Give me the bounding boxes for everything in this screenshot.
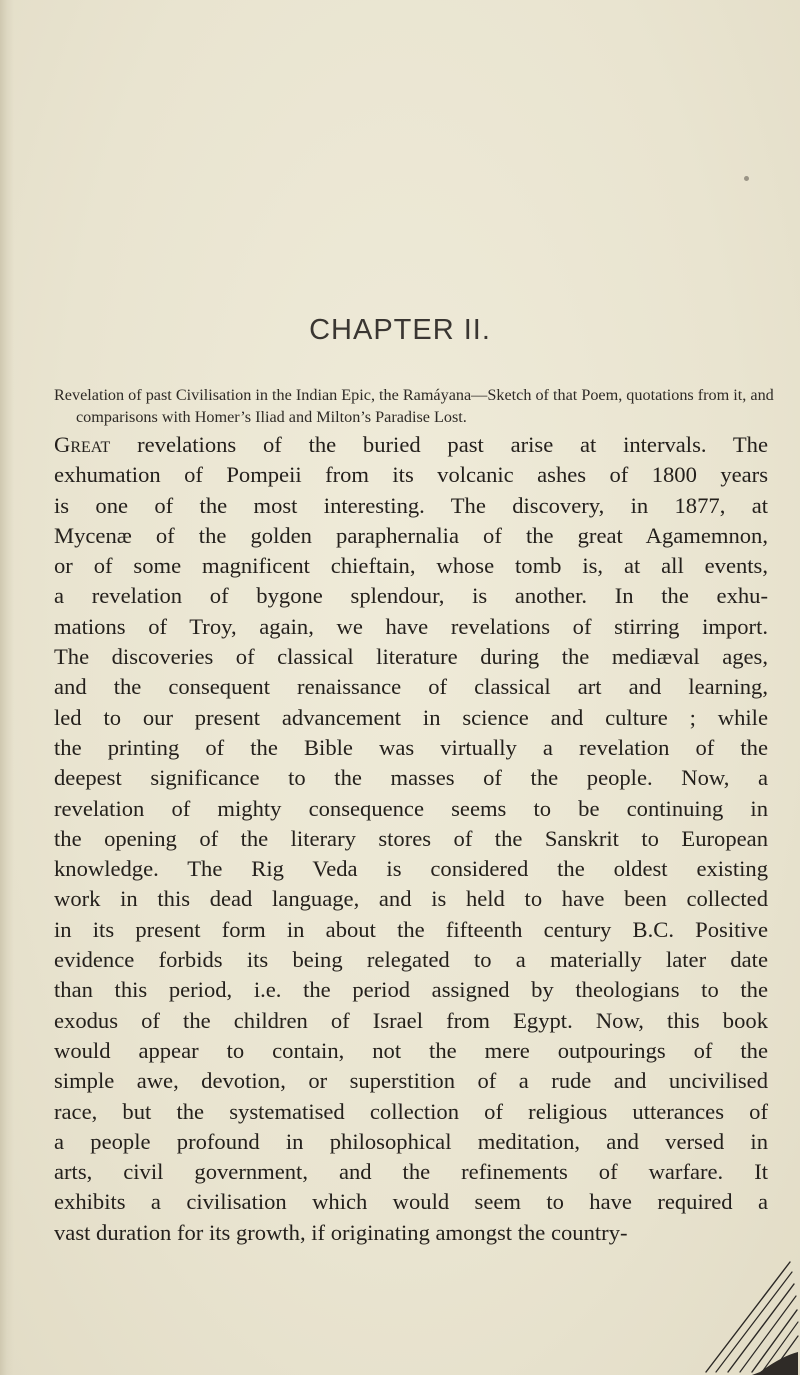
body-paragraph bbox=[54, 430, 768, 1248]
corner-fold-shadow bbox=[752, 1352, 798, 1375]
body-line-10: led to our present advancement in science and culture ; while bbox=[54, 704, 768, 730]
binding-shadow bbox=[0, 0, 14, 1375]
body-line-14: the opening of the literary stores of the Sanskrit to European bbox=[54, 825, 768, 851]
body-line-3: is one of the most interesting. The discovery, in 1877, at bbox=[54, 492, 768, 518]
body-line-7: mations of Troy, again, we have revelations of stirring import. bbox=[54, 613, 768, 639]
body-line-18: evidence forbids its being relegated to a materially later date bbox=[54, 947, 768, 973]
body-line-8: The discoveries of classical literature during the mediæval ages, bbox=[54, 644, 768, 670]
body-line-16: work in this dead language, and is held to have been collected bbox=[54, 886, 768, 912]
body-line-5: or of some magnificent chieftain, whose tomb is, at all events, bbox=[54, 553, 768, 579]
paper-speck bbox=[744, 176, 749, 181]
body-line-6: a revelation of bygone splendour, is another. In the exhu- bbox=[54, 583, 768, 609]
body-line-17: in its present form in about the fifteenth century B.C. Positive bbox=[54, 916, 768, 942]
chapter-summary: Revelation of past Civilisation in the Indian Epic, the Ramáyana—Sketch of that Poem, quotations from it, and comparisons with Homer’s Iliad and Milton’s Paradise Lost. bbox=[54, 386, 774, 426]
body-line-25: arts, civil government, and the refinements of warfare. It bbox=[54, 1159, 768, 1185]
body-line-20: exodus of the children of Israel from Egypt. Now, this book bbox=[54, 1007, 768, 1033]
chapter-title: CHAPTER II. bbox=[309, 314, 491, 346]
body-line-1 bbox=[54, 430, 768, 460]
body-line-24: a people profound in philosophical meditation, and versed in bbox=[54, 1128, 768, 1154]
body-line-26: exhibits a civilisation which would seem to have required a bbox=[54, 1189, 768, 1215]
drop-word: Great bbox=[54, 432, 111, 457]
body-line-4: Mycenæ of the golden paraphernalia of the great Agamemnon, bbox=[54, 522, 768, 548]
body-line-21: would appear to contain, not the mere outpourings of the bbox=[54, 1037, 768, 1063]
body-line-27: vast duration for its growth, if originating amongst the country- bbox=[54, 1219, 628, 1245]
body-line-11: the printing of the Bible was virtually a revelation of the bbox=[54, 734, 768, 760]
body-line-15: knowledge. The Rig Veda is considered the oldest existing bbox=[54, 856, 768, 882]
body-line-2: exhumation of Pompeii from its volcanic ashes of 1800 years bbox=[54, 462, 768, 488]
body-line-13: revelation of mighty consequence seems to be continuing in bbox=[54, 795, 768, 821]
corner-fold-lines bbox=[706, 1262, 798, 1372]
body-line-12: deepest significance to the masses of the people. Now, a bbox=[54, 765, 768, 791]
body-line-22: simple awe, devotion, or superstition of a rude and uncivilised bbox=[54, 1068, 768, 1094]
body-line-9: and the consequent renaissance of classical art and learning, bbox=[54, 674, 768, 700]
body-line-1-text: revelations of the buried past arise at intervals. The bbox=[110, 432, 768, 457]
body-line-19: than this period, i.e. the period assigned by theologians to the bbox=[54, 977, 768, 1003]
body-line-23: race, but the systematised collection of religious utterances of bbox=[54, 1098, 768, 1124]
